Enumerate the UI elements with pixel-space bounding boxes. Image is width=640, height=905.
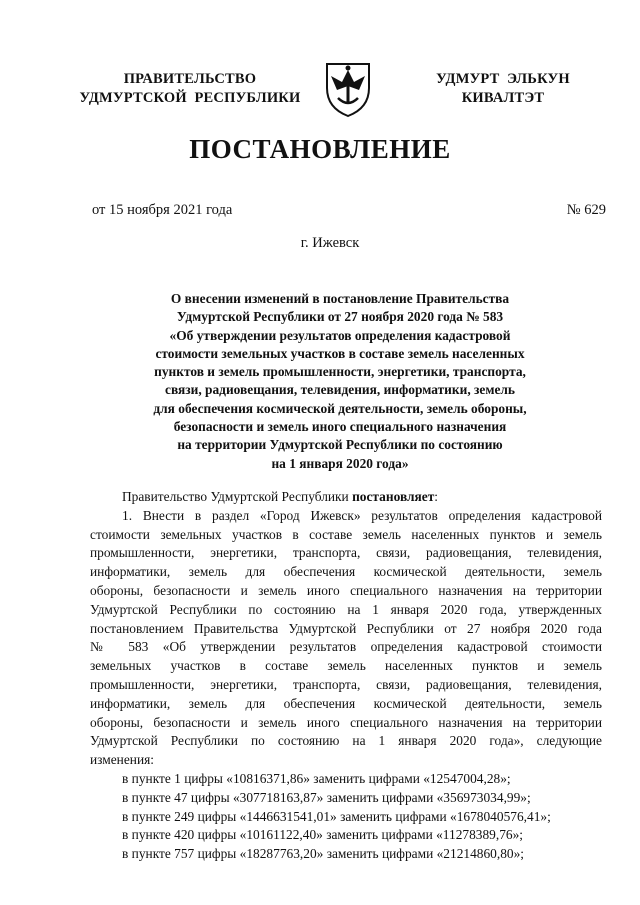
title-line: стоимости земельных участков в составе земель населенных xyxy=(155,345,525,361)
title-line: пунктов и земель промышленности, энергетики, транспорта, xyxy=(154,364,526,380)
paragraph-line: изменения: xyxy=(90,752,155,768)
paragraph-line: обороны, безопасности и земель иного специального назначения на территории xyxy=(90,714,602,730)
document-number: № 629 xyxy=(566,202,606,218)
document-date: от 15 ноября 2021 года xyxy=(92,202,233,218)
lead-keyword: постановляет xyxy=(352,489,435,504)
paragraph-line: информатики, земель для обеспечения космической деятельности, земель xyxy=(90,564,602,580)
lead-text: Правительство Удмуртской Республики xyxy=(122,489,353,504)
title-line: для обеспечения космической деятельности, земель обороны, xyxy=(153,400,527,416)
amendment-item: в пункте 47 цифры «307718163,87» заменить цифрами «356973034,99»; xyxy=(122,789,531,805)
resolution-lead xyxy=(90,488,602,507)
title-line: на 1 января 2020 года» xyxy=(271,455,409,471)
amendment-item: в пункте 1 цифры «10816371,86» заменить цифрами «12547004,28»; xyxy=(122,770,511,786)
header-left xyxy=(70,70,310,108)
title-line: на территории Удмуртской Республики по состоянию xyxy=(177,437,503,453)
amendment-item: в пункте 249 цифры «1446631541,01» заменить цифрами «1678040576,41»; xyxy=(122,808,551,824)
city: г. Ижевск xyxy=(300,235,360,251)
title-line: О внесении изменений в постановление Правительства xyxy=(170,291,510,306)
lead-colon: : xyxy=(434,489,439,504)
paragraph-line: промышленности, энергетики, транспорта, связи, радиовещания, телевидения, xyxy=(90,545,602,561)
document-title xyxy=(110,290,570,473)
paragraph-line: постановлением Правительства Удмуртской Республики от 27 ноября 2020 года xyxy=(90,620,602,636)
paragraph-line: № 583 «Об утверждении результатов определения кадастровой стоимости xyxy=(90,639,602,655)
header-right-line-2: КИВАЛТЭТ xyxy=(461,90,545,106)
paragraph-line: 1. Внести в раздел «Город Ижевск» результатов определения кадастровой xyxy=(122,507,602,523)
paragraph-line: Удмуртской Республики по состоянию на 1 января 2020 года», следующие xyxy=(90,733,602,749)
paragraph-line: Удмуртской Республики по состоянию на 1 января 2020 года, утвержденных xyxy=(90,601,602,617)
amendment-item: в пункте 757 цифры «18287763,20» заменить цифрами «21214860,80»; xyxy=(122,846,525,862)
title-line: Удмуртской Республики от 27 ноября 2020 года № 583 xyxy=(176,309,504,325)
paragraph-line: обороны, безопасности и земель иного специального назначения на территории xyxy=(90,582,602,598)
title-line: «Об утверждении результатов определения кадастровой xyxy=(169,327,511,343)
paragraph-line: промышленности, энергетики, транспорта, связи, радиовещания, телевидения, xyxy=(90,676,602,692)
title-line: связи, радиовещания, телевидения, информатики, земель xyxy=(165,382,515,398)
paragraph-line: земельных участков в составе земель населенных пунктов и земель xyxy=(90,658,602,674)
header-left-line-1: ПРАВИТЕЛЬСТВО xyxy=(123,71,257,87)
paragraph-line: стоимости земельных участков в составе земель населенных пунктов и земель xyxy=(90,526,602,542)
header-left-line-2: УДМУРТСКОЙ РЕСПУБЛИКИ xyxy=(79,90,301,106)
date-number-line xyxy=(92,202,606,219)
amendment-item: в пункте 420 цифры «10161122,40» заменить цифрами «11278389,76»; xyxy=(122,827,524,843)
title-line: безопасности и земель иного специального назначения xyxy=(173,419,507,435)
header-right xyxy=(398,70,608,108)
document-body xyxy=(90,488,602,864)
paragraph-line: информатики, земель для обеспечения космической деятельности, земель xyxy=(90,695,602,711)
header-right-line-1: УДМУРТ ЭЛЬКУН xyxy=(436,71,570,87)
coat-of-arms-icon xyxy=(323,58,373,118)
document-type-heading: ПОСТАНОВЛЕНИЕ xyxy=(189,134,451,164)
